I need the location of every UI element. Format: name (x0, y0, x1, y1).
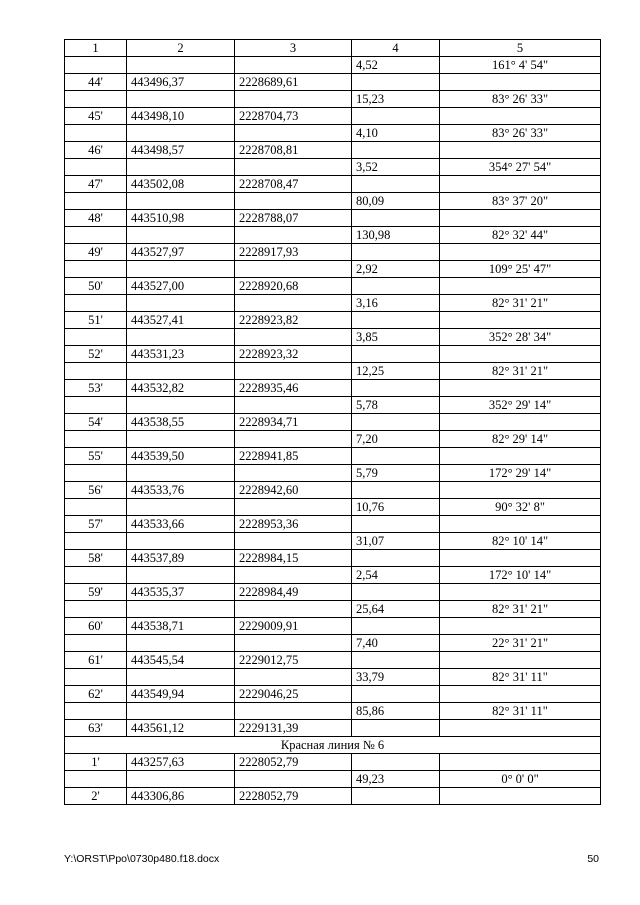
y-coordinate-cell: 2228953,36 (235, 516, 352, 533)
empty-cell (127, 635, 235, 652)
length-cell: 4,52 (352, 57, 440, 74)
empty-cell (352, 312, 440, 329)
empty-cell (440, 74, 601, 91)
empty-cell (235, 363, 352, 380)
x-coordinate-cell: 443510,98 (127, 210, 235, 227)
empty-cell (65, 771, 127, 788)
point-name-cell: 54' (65, 414, 127, 431)
point-row (65, 448, 601, 465)
empty-cell (440, 108, 601, 125)
empty-cell (235, 159, 352, 176)
empty-cell (440, 380, 601, 397)
point-row (65, 380, 601, 397)
empty-cell (352, 584, 440, 601)
segment-row (65, 329, 601, 346)
length-cell: 2,92 (352, 261, 440, 278)
empty-cell (127, 91, 235, 108)
empty-cell (352, 482, 440, 499)
length-cell: 49,23 (352, 771, 440, 788)
x-coordinate-cell: 443538,71 (127, 618, 235, 635)
segment-row (65, 91, 601, 108)
empty-cell (235, 601, 352, 618)
y-coordinate-cell: 2228942,60 (235, 482, 352, 499)
point-row (65, 516, 601, 533)
empty-cell (65, 533, 127, 550)
point-row (65, 108, 601, 125)
segment-row (65, 397, 601, 414)
empty-cell (65, 669, 127, 686)
empty-cell (65, 295, 127, 312)
point-name-cell: 56' (65, 482, 127, 499)
point-row (65, 414, 601, 431)
empty-cell (235, 91, 352, 108)
empty-cell (235, 771, 352, 788)
empty-cell (440, 516, 601, 533)
direction-angle-cell: 172° 29' 14" (440, 465, 601, 482)
empty-cell (127, 125, 235, 142)
length-cell: 12,25 (352, 363, 440, 380)
empty-cell (440, 244, 601, 261)
point-row (65, 652, 601, 669)
point-row (65, 74, 601, 91)
direction-angle-cell: 90° 32' 8" (440, 499, 601, 516)
y-coordinate-cell: 2228052,79 (235, 788, 352, 805)
empty-cell (65, 703, 127, 720)
point-name-cell: 58' (65, 550, 127, 567)
y-coordinate-cell: 2228935,46 (235, 380, 352, 397)
segment-row (65, 295, 601, 312)
empty-cell (235, 635, 352, 652)
point-name-cell: 51' (65, 312, 127, 329)
empty-cell (65, 363, 127, 380)
x-coordinate-cell: 443527,41 (127, 312, 235, 329)
empty-cell (440, 142, 601, 159)
empty-cell (352, 618, 440, 635)
segment-row (65, 159, 601, 176)
segment-row (65, 635, 601, 652)
empty-cell (127, 227, 235, 244)
empty-cell (235, 193, 352, 210)
length-cell: 31,07 (352, 533, 440, 550)
point-row (65, 584, 601, 601)
y-coordinate-cell: 2228708,81 (235, 142, 352, 159)
empty-cell (440, 686, 601, 703)
length-cell: 85,86 (352, 703, 440, 720)
x-coordinate-cell: 443257,63 (127, 754, 235, 771)
y-coordinate-cell: 2229012,75 (235, 652, 352, 669)
footer-page-number: 50 (587, 853, 599, 865)
length-cell: 5,78 (352, 397, 440, 414)
empty-cell (440, 210, 601, 227)
direction-angle-cell: 83° 37' 20" (440, 193, 601, 210)
point-row (65, 142, 601, 159)
segment-row (65, 227, 601, 244)
empty-cell (235, 295, 352, 312)
empty-cell (352, 142, 440, 159)
x-coordinate-cell: 443502,08 (127, 176, 235, 193)
point-name-cell: 2' (65, 788, 127, 805)
direction-angle-cell: 109° 25' 47" (440, 261, 601, 278)
point-name-cell: 49' (65, 244, 127, 261)
length-cell: 7,20 (352, 431, 440, 448)
header-col-2: 2 (127, 40, 235, 57)
direction-angle-cell: 0° 0' 0" (440, 771, 601, 788)
header-col-5: 5 (440, 40, 601, 57)
direction-angle-cell: 82° 31' 11" (440, 669, 601, 686)
length-cell: 130,98 (352, 227, 440, 244)
direction-angle-cell: 352° 28' 34" (440, 329, 601, 346)
empty-cell (235, 57, 352, 74)
empty-cell (65, 635, 127, 652)
y-coordinate-cell: 2228920,68 (235, 278, 352, 295)
empty-cell (127, 601, 235, 618)
empty-cell (127, 295, 235, 312)
direction-angle-cell: 82° 32' 44" (440, 227, 601, 244)
x-coordinate-cell: 443498,10 (127, 108, 235, 125)
empty-cell (235, 533, 352, 550)
empty-cell (352, 516, 440, 533)
length-cell: 3,16 (352, 295, 440, 312)
direction-angle-cell: 172° 10' 14" (440, 567, 601, 584)
length-cell: 25,64 (352, 601, 440, 618)
empty-cell (352, 278, 440, 295)
point-row (65, 686, 601, 703)
point-name-cell: 50' (65, 278, 127, 295)
segment-row (65, 193, 601, 210)
footer-file-path: Y:\ORST\Ppo\0730p480.f18.docx (64, 853, 220, 865)
length-cell: 5,79 (352, 465, 440, 482)
segment-row (65, 669, 601, 686)
x-coordinate-cell: 443532,82 (127, 380, 235, 397)
y-coordinate-cell: 2229131,39 (235, 720, 352, 737)
empty-cell (127, 57, 235, 74)
point-row (65, 550, 601, 567)
empty-cell (235, 669, 352, 686)
empty-cell (127, 465, 235, 482)
empty-cell (235, 261, 352, 278)
segment-row (65, 499, 601, 516)
empty-cell (352, 176, 440, 193)
y-coordinate-cell: 2228941,85 (235, 448, 352, 465)
point-row (65, 720, 601, 737)
table-body (65, 57, 601, 805)
direction-angle-cell: 354° 27' 54" (440, 159, 601, 176)
empty-cell (440, 788, 601, 805)
empty-cell (235, 703, 352, 720)
point-row (65, 346, 601, 363)
empty-cell (65, 431, 127, 448)
empty-cell (127, 329, 235, 346)
segment-row (65, 703, 601, 720)
length-cell: 2,54 (352, 567, 440, 584)
empty-cell (352, 210, 440, 227)
empty-cell (352, 652, 440, 669)
direction-angle-cell: 82° 10' 14" (440, 533, 601, 550)
section-row (65, 737, 601, 754)
point-name-cell: 45' (65, 108, 127, 125)
empty-cell (440, 652, 601, 669)
empty-cell (65, 465, 127, 482)
header-col-4: 4 (352, 40, 440, 57)
table-header-row (65, 40, 601, 57)
x-coordinate-cell: 443545,54 (127, 652, 235, 669)
empty-cell (440, 550, 601, 567)
segment-row (65, 57, 601, 74)
segment-row (65, 567, 601, 584)
x-coordinate-cell: 443498,57 (127, 142, 235, 159)
point-row (65, 754, 601, 771)
empty-cell (65, 601, 127, 618)
point-row (65, 176, 601, 193)
empty-cell (440, 584, 601, 601)
point-name-cell: 62' (65, 686, 127, 703)
empty-cell (235, 125, 352, 142)
y-coordinate-cell: 2228923,32 (235, 346, 352, 363)
direction-angle-cell: 83° 26' 33" (440, 125, 601, 142)
empty-cell (352, 754, 440, 771)
x-coordinate-cell: 443496,37 (127, 74, 235, 91)
length-cell: 3,52 (352, 159, 440, 176)
point-row (65, 244, 601, 261)
x-coordinate-cell: 443538,55 (127, 414, 235, 431)
empty-cell (127, 771, 235, 788)
length-cell: 3,85 (352, 329, 440, 346)
y-coordinate-cell: 2229046,25 (235, 686, 352, 703)
empty-cell (440, 278, 601, 295)
x-coordinate-cell: 443561,12 (127, 720, 235, 737)
empty-cell (440, 312, 601, 329)
segment-row (65, 465, 601, 482)
length-cell: 15,23 (352, 91, 440, 108)
empty-cell (352, 244, 440, 261)
empty-cell (127, 533, 235, 550)
direction-angle-cell: 82° 31' 11" (440, 703, 601, 720)
empty-cell (352, 108, 440, 125)
segment-row (65, 771, 601, 788)
segment-row (65, 431, 601, 448)
empty-cell (352, 788, 440, 805)
point-name-cell: 57' (65, 516, 127, 533)
x-coordinate-cell: 443527,00 (127, 278, 235, 295)
direction-angle-cell: 82° 31' 21" (440, 363, 601, 380)
point-name-cell: 59' (65, 584, 127, 601)
y-coordinate-cell: 2229009,91 (235, 618, 352, 635)
y-coordinate-cell: 2228934,71 (235, 414, 352, 431)
empty-cell (440, 448, 601, 465)
y-coordinate-cell: 2228052,79 (235, 754, 352, 771)
point-row (65, 788, 601, 805)
empty-cell (440, 346, 601, 363)
y-coordinate-cell: 2228984,15 (235, 550, 352, 567)
empty-cell (352, 346, 440, 363)
point-name-cell: 44' (65, 74, 127, 91)
empty-cell (127, 499, 235, 516)
point-row (65, 312, 601, 329)
length-cell: 7,40 (352, 635, 440, 652)
empty-cell (65, 159, 127, 176)
x-coordinate-cell: 443535,37 (127, 584, 235, 601)
empty-cell (65, 125, 127, 142)
empty-cell (352, 414, 440, 431)
x-coordinate-cell: 443533,66 (127, 516, 235, 533)
point-name-cell: 53' (65, 380, 127, 397)
empty-cell (65, 227, 127, 244)
empty-cell (65, 91, 127, 108)
point-row (65, 278, 601, 295)
segment-row (65, 533, 601, 550)
empty-cell (127, 261, 235, 278)
coordinates-table (64, 39, 601, 805)
point-name-cell: 47' (65, 176, 127, 193)
point-row (65, 618, 601, 635)
empty-cell (352, 380, 440, 397)
empty-cell (440, 482, 601, 499)
empty-cell (127, 159, 235, 176)
point-name-cell: 55' (65, 448, 127, 465)
empty-cell (440, 754, 601, 771)
x-coordinate-cell: 443537,89 (127, 550, 235, 567)
y-coordinate-cell: 2228923,82 (235, 312, 352, 329)
empty-cell (352, 720, 440, 737)
section-title: Красная линия № 6 (65, 737, 601, 754)
point-name-cell: 1' (65, 754, 127, 771)
empty-cell (127, 703, 235, 720)
empty-cell (127, 431, 235, 448)
x-coordinate-cell: 443539,50 (127, 448, 235, 465)
empty-cell (127, 669, 235, 686)
empty-cell (65, 499, 127, 516)
empty-cell (352, 550, 440, 567)
y-coordinate-cell: 2228917,93 (235, 244, 352, 261)
header-col-3: 3 (235, 40, 352, 57)
direction-angle-cell: 82° 31' 21" (440, 601, 601, 618)
empty-cell (235, 499, 352, 516)
empty-cell (127, 567, 235, 584)
empty-cell (235, 329, 352, 346)
point-name-cell: 52' (65, 346, 127, 363)
empty-cell (440, 618, 601, 635)
empty-cell (235, 431, 352, 448)
direction-angle-cell: 352° 29' 14" (440, 397, 601, 414)
empty-cell (65, 193, 127, 210)
point-row (65, 482, 601, 499)
direction-angle-cell: 82° 31' 21" (440, 295, 601, 312)
segment-row (65, 261, 601, 278)
y-coordinate-cell: 2228704,73 (235, 108, 352, 125)
direction-angle-cell: 22° 31' 21" (440, 635, 601, 652)
header-col-1: 1 (65, 40, 127, 57)
point-name-cell: 48' (65, 210, 127, 227)
y-coordinate-cell: 2228788,07 (235, 210, 352, 227)
empty-cell (235, 465, 352, 482)
direction-angle-cell: 83° 26' 33" (440, 91, 601, 108)
empty-cell (235, 567, 352, 584)
point-name-cell: 60' (65, 618, 127, 635)
empty-cell (440, 176, 601, 193)
empty-cell (352, 686, 440, 703)
empty-cell (352, 74, 440, 91)
empty-cell (352, 448, 440, 465)
empty-cell (65, 261, 127, 278)
direction-angle-cell: 161° 4' 54" (440, 57, 601, 74)
x-coordinate-cell: 443533,76 (127, 482, 235, 499)
point-name-cell: 61' (65, 652, 127, 669)
point-name-cell: 63' (65, 720, 127, 737)
length-cell: 4,10 (352, 125, 440, 142)
x-coordinate-cell: 443531,23 (127, 346, 235, 363)
length-cell: 33,79 (352, 669, 440, 686)
y-coordinate-cell: 2228708,47 (235, 176, 352, 193)
y-coordinate-cell: 2228984,49 (235, 584, 352, 601)
y-coordinate-cell: 2228689,61 (235, 74, 352, 91)
point-row (65, 210, 601, 227)
empty-cell (440, 720, 601, 737)
empty-cell (65, 567, 127, 584)
length-cell: 80,09 (352, 193, 440, 210)
empty-cell (65, 397, 127, 414)
point-name-cell: 46' (65, 142, 127, 159)
empty-cell (440, 414, 601, 431)
empty-cell (127, 397, 235, 414)
empty-cell (65, 57, 127, 74)
empty-cell (65, 329, 127, 346)
direction-angle-cell: 82° 29' 14" (440, 431, 601, 448)
empty-cell (127, 193, 235, 210)
segment-row (65, 125, 601, 142)
segment-row (65, 601, 601, 618)
empty-cell (235, 227, 352, 244)
segment-row (65, 363, 601, 380)
x-coordinate-cell: 443549,94 (127, 686, 235, 703)
empty-cell (235, 397, 352, 414)
empty-cell (127, 363, 235, 380)
x-coordinate-cell: 443527,97 (127, 244, 235, 261)
length-cell: 10,76 (352, 499, 440, 516)
x-coordinate-cell: 443306,86 (127, 788, 235, 805)
